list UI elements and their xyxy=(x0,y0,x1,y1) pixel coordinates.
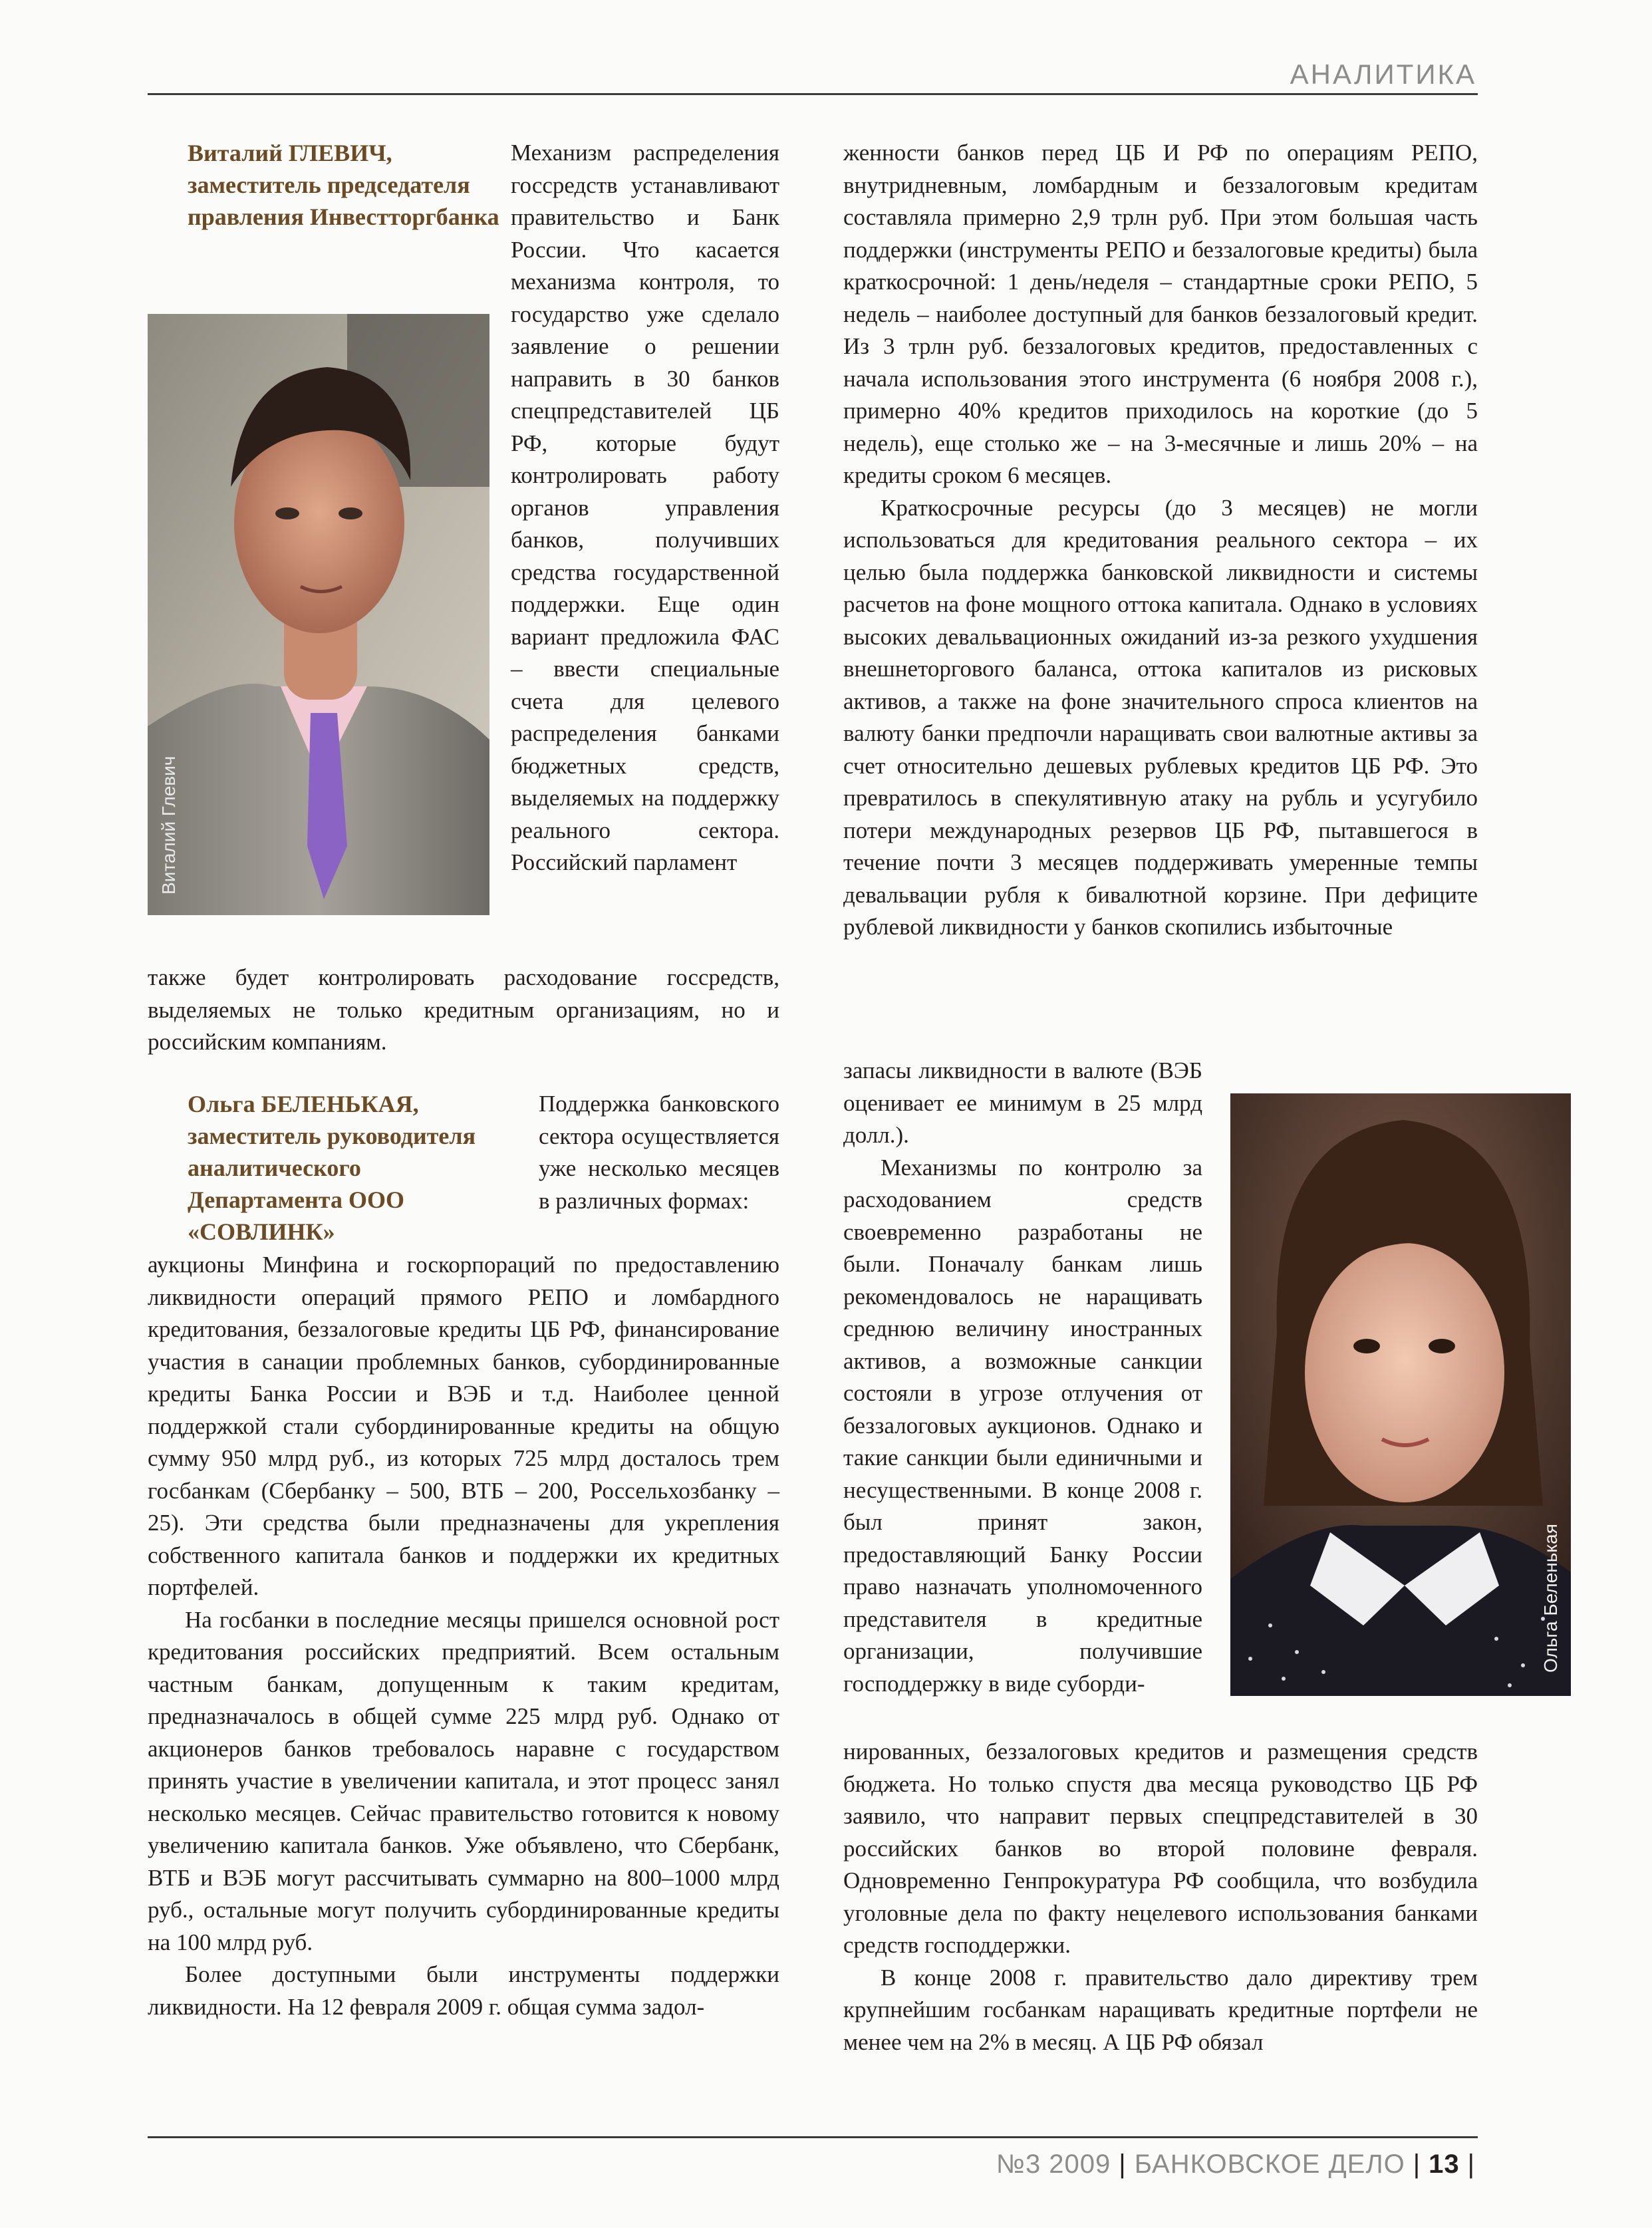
author1-position: заместитель председателя правления Инвестторгбанка xyxy=(188,172,499,230)
col1-intro-full xyxy=(148,962,779,1059)
author1-photo-caption: Виталий Глевич xyxy=(158,756,179,895)
col2-para3-narrow: Механизмы по контролю за расходованием средств своевременно разработаны не были. Поначалу банкам лишь рекомендовалось не наращивать среднюю величину иностранных активов, а возможные санкции состояли в угрозе отлучения от беззалоговых аукционов. Однако и такие санкции были единичными и несущественными. В конце 2008 г. был принят закон, предоставляющий Банку России право назначать уполномоченного представителя в кредитные организации, получившие господдержку в виде суборди- xyxy=(843,1154,1202,1697)
col2-para4: В конце 2008 г. правительство дало директиву трем крупнейшим госбанкам наращивать кредитные портфели не менее чем на 2% в месяц. А ЦБ РФ обязал xyxy=(843,1964,1478,2055)
col1-para4: Более доступными были инструменты поддержки ликвидности. На 12 февраля 2009 г. общая сумма задол- xyxy=(148,1961,779,2020)
col2-narrow xyxy=(843,1055,1202,1700)
col2-bottom xyxy=(843,1736,1478,2058)
col1-text2-full: аукционы Минфина и госкорпораций по предоставлению ликвидности операций прямого РЕПО и ломбардного кредитования, беззалоговые кредиты ЦБ РФ, финансирование участия в санации проблемных банков, субординированные кредиты Банка России и ВЭБ и т.д. Наиболее ценной поддержкой стали субординированные кредиты на общую сумму 950 млрд руб., из которых 725 млрд досталось трем госбанкам (Сбербанку – 500, ВТБ – 200, Россельхозбанку – 25). Эти средства были предназначены для укрепления собственного капитала банков и поддержки их кредитных портфелей. xyxy=(148,1252,779,1600)
col1-intro-narrow xyxy=(511,137,779,879)
bottom-rule xyxy=(148,2136,1478,2138)
col2-para2-full: Краткосрочные ресурсы (до 3 месяцев) не могли использоваться для кредитования реального сектора – их целью была поддержка банковской ликвидности и системы расчетов на фоне мощного оттока капитала. Однако в условиях высоких девальвационных ожиданий из-за резкого ухудшения внешнеторгового баланса, оттока капиталов из рисковых активов, а также на фоне значительного спроса клиентов на валюту банки предпочли наращивать свои валютные активы за счет относительно дешевых рублевых кредитов ЦБ РФ. Это превратилось в спекулятивную атаку на рубль и усугубило потери международных резервов ЦБ РФ, пытавшегося в течение почти 3 месяцев поддерживать умеренные темпы девальвации рубля к бивалютной корзине. При дефиците рублевой ликвидности у банков скопились избыточные xyxy=(843,494,1478,940)
author2-photo-caption: Ольга Беленькая xyxy=(1540,1524,1561,1673)
col2-para1: женности банков перед ЦБ И РФ по операциям РЕПО, внутридневным, ломбардным и беззалоговым кредитам составляла примерно 2,9 трлн руб. При этом большая часть поддержки (инструменты РЕПО и беззалоговые кредиты) была краткосрочной: 1 день/неделя – стандартные сроки РЕПО, 5 недель – наиболее доступный для банков беззалоговый кредит. Из 3 трлн руб. беззалоговых кредитов, предоставленных с начала использования этого инструмента (6 ноября 2008 г.), примерно 40% кредитов приходилось на короткие (до 5 недель), еще столько же – на 3-месячные и лишь 20% – на кредиты сроком 6 месяцев. xyxy=(843,140,1478,488)
footer-page-number: 13 xyxy=(1429,2150,1460,2179)
col2-para2-narrow: запасы ликвидности в валюте (ВЭБ оценивает ее минимум в 25 млрд долл.). xyxy=(843,1057,1202,1148)
section-label: АНАЛИТИКА xyxy=(1290,59,1476,90)
author2-portrait-image xyxy=(1230,1093,1571,1696)
col1-block2-narrow xyxy=(539,1088,779,1217)
page-footer: №3 2009 | БАНКОВСКОЕ ДЕЛО | 13 | xyxy=(996,2150,1475,2179)
col2-para3-full: нированных, беззалоговых кредитов и размещения средств бюджета. Но только спустя два месяца руководство ЦБ РФ заявило, что направит первых спецпредставителей в 30 российских банков во второй половине февраля. Одновременно Генпрокуратура РФ сообщила, что возбудила уголовные дела по факту нецелевого использования банками средств господдержки. xyxy=(843,1739,1478,1958)
author2-credit xyxy=(188,1088,513,1248)
author2-photo xyxy=(1230,1093,1571,1696)
author2-position: заместитель руководителя аналитического Департамента ООО «СОВЛИНК» xyxy=(188,1123,476,1245)
col1-block2-full xyxy=(148,1249,779,2023)
col1-text1-narrow: Механизм распределения госсредств устанавливают правительство и Банк России. Что касается механизма контроля, то государство уже сделало заявление о решении направить в 30 банков спецпредставителей ЦБ РФ, которые будут контролировать работу органов управления банков, получивших средства государственной поддержки. Еще один вариант предложила ФАС – ввести специальные счета для целевого распределения банками бюджетных средств, выделяемых на поддержку реального сектора. Российский парламент xyxy=(511,140,779,875)
col1-para3: На госбанки в последние месяцы пришелся основной рост кредитования российских предприятий. Всем остальным частным банкам, допущенным к таким кредитам, предназначалось в общей сумме 225 млрд руб. Однако от акционеров банков требовалось наравне с государством принять участие в увеличении капитала, и этот процесс занял несколько месяцев. Сейчас правительство готовится к новому увеличению капитала банков. Уже объявлено, что Сбербанк, ВТБ и ВЭБ могут рассчитывать суммарно на 800–1000 млрд руб., остальные могут получить субординированные кредиты на 100 млрд руб. xyxy=(148,1606,779,1955)
author1-credit xyxy=(188,137,500,233)
col1-text1-full: также будет контролировать расходование госсредств, выделяемых не только кредитным организациям, но и российским компаниям. xyxy=(148,964,779,1055)
author1-name: Виталий ГЛЕВИЧ, xyxy=(188,140,392,166)
col1-text2-narrow: Поддержка банковского сектора осуществляется уже несколько месяцев в различных формах: xyxy=(539,1091,779,1214)
col2-top xyxy=(843,137,1478,944)
top-rule xyxy=(148,93,1478,95)
author1-photo xyxy=(148,314,489,915)
footer-journal: БАНКОВСКОЕ ДЕЛО xyxy=(1134,2150,1405,2179)
footer-issue: №3 2009 xyxy=(996,2150,1111,2179)
author1-portrait-image xyxy=(148,314,489,915)
author2-name: Ольга БЕЛЕНЬКАЯ, xyxy=(188,1091,419,1117)
